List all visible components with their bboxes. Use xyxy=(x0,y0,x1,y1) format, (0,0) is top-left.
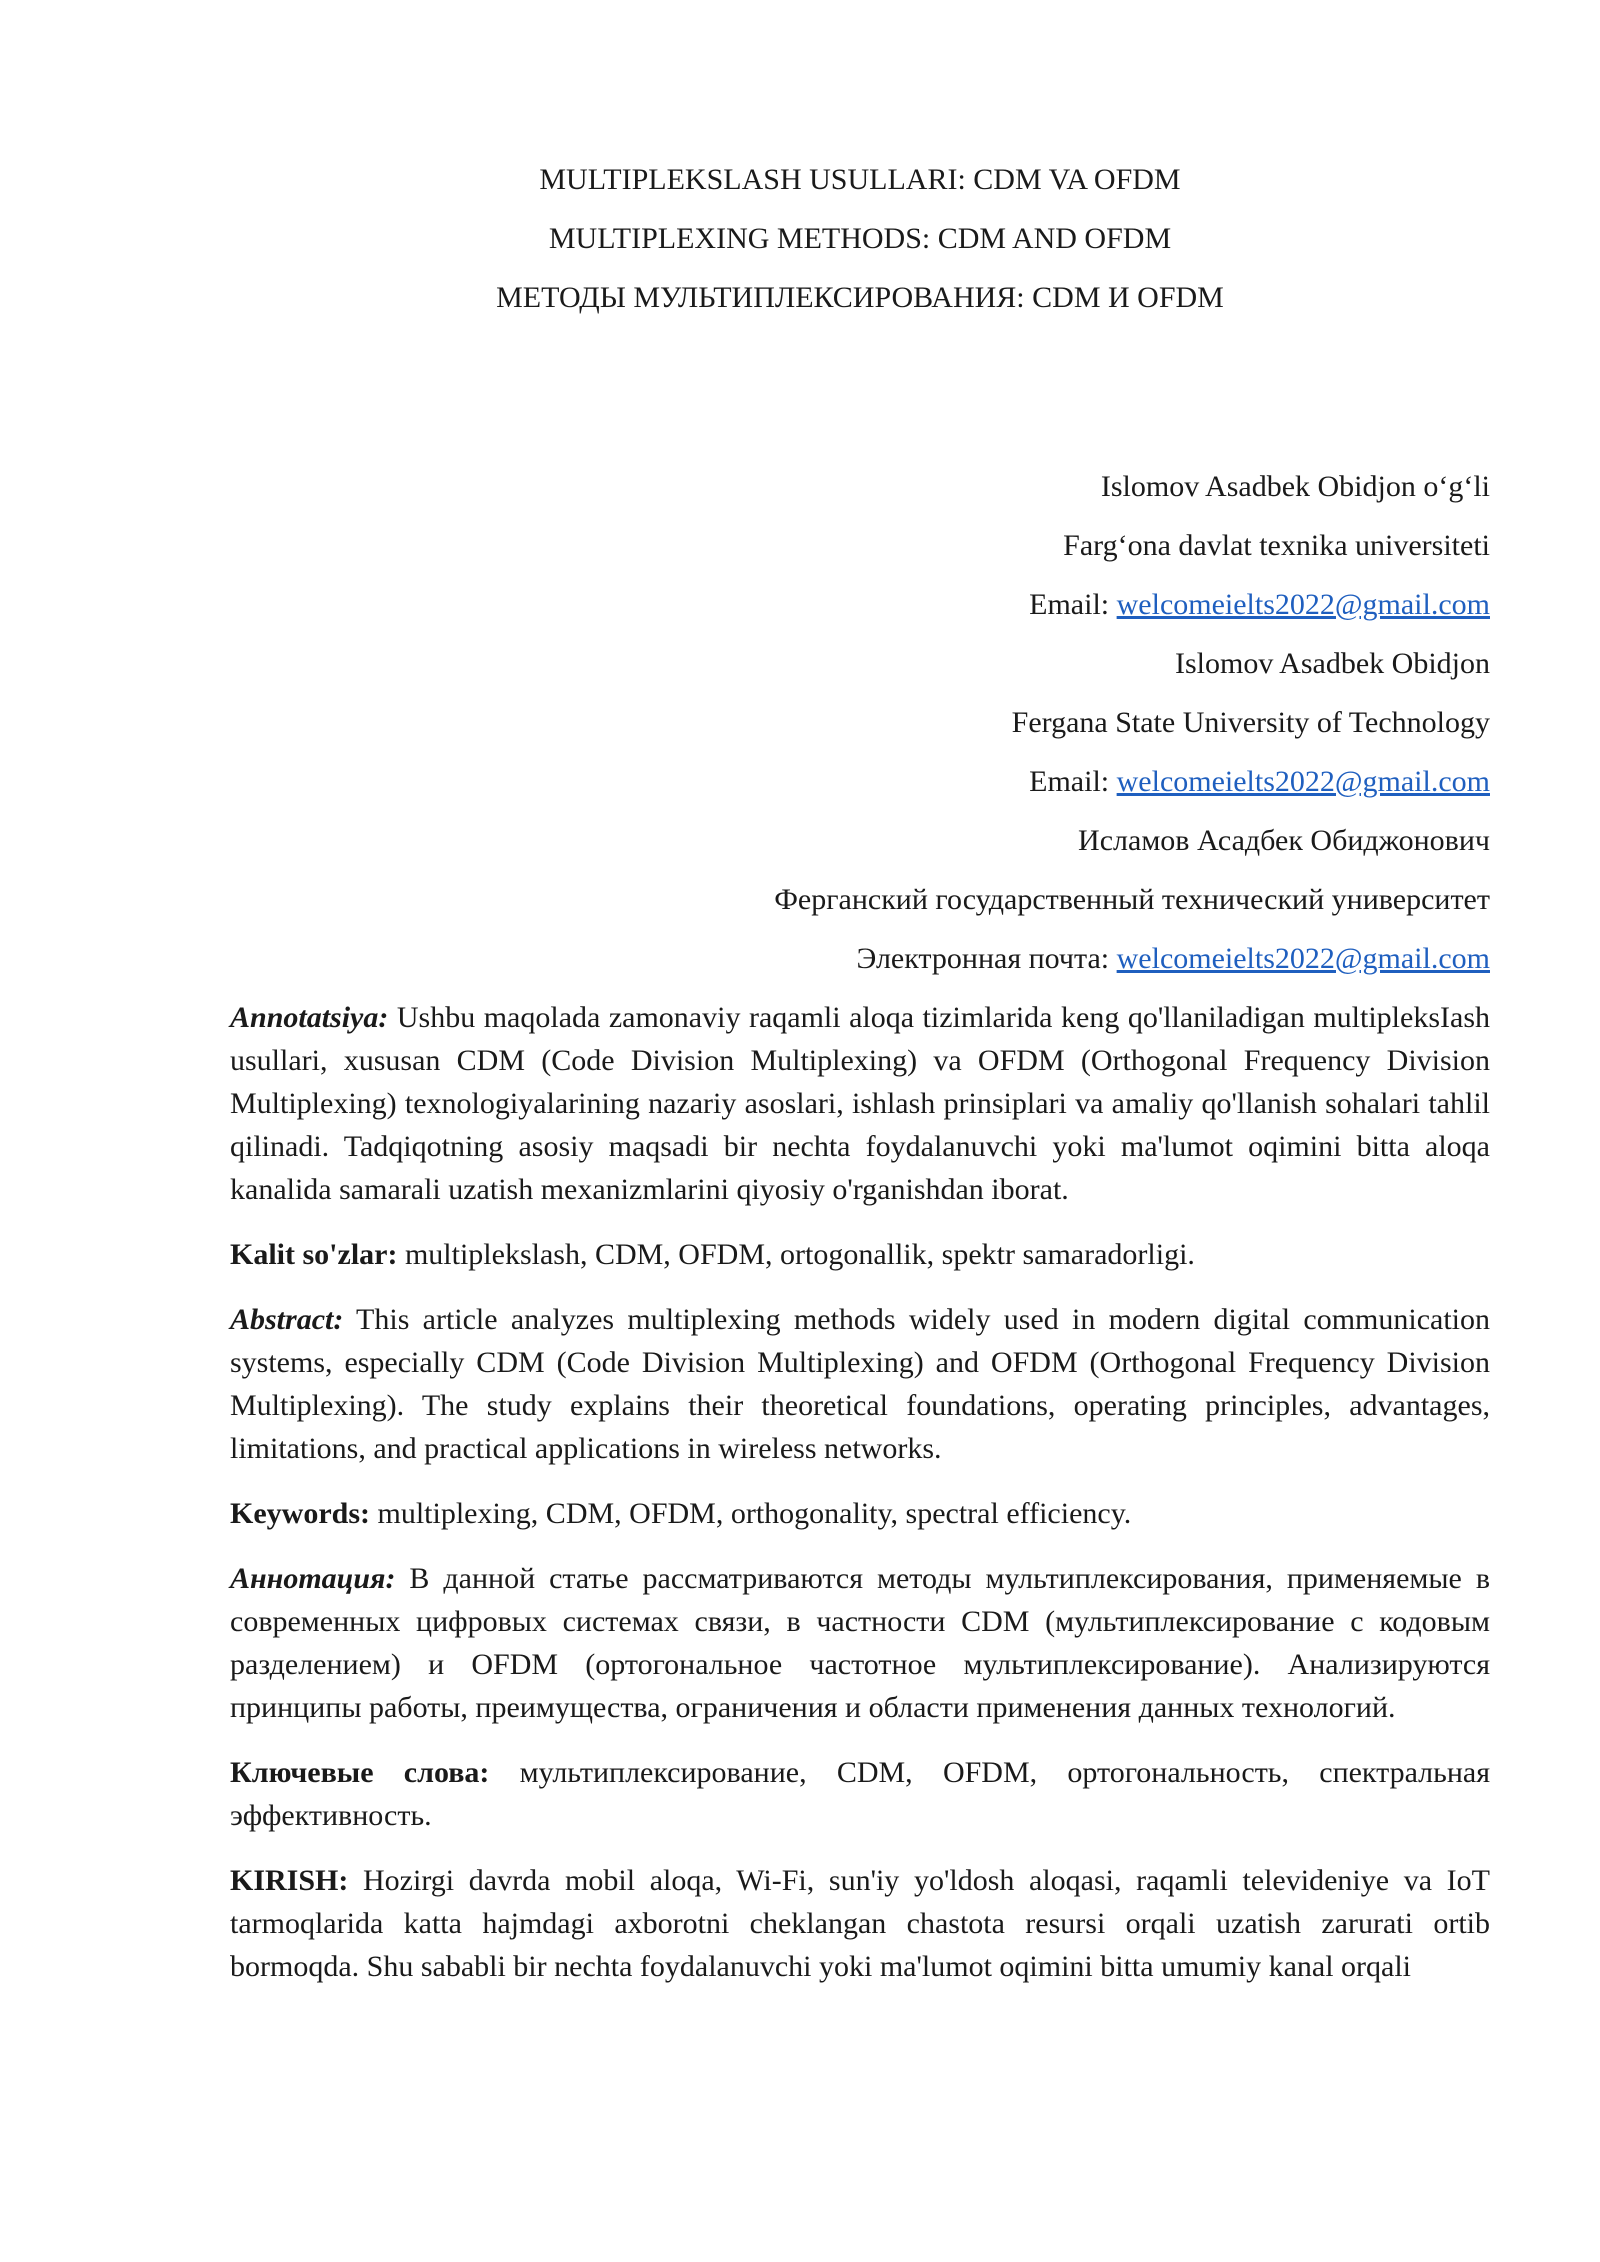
abstract-text: This article analyzes multiplexing methods widely used in modern digital communication systems, especially CDM (Code Division Multiplexing) and OFDM (Orthogonal Frequency Division Multiplexing). The study explains their theoretical foundations, operating principles, advantages, limitations, and practical applications in wireless networks. xyxy=(230,1303,1490,1465)
title-en: MULTIPLEXING METHODS: CDM AND OFDM xyxy=(548,222,1172,255)
klyuchevye-label: Ключевые слова: xyxy=(230,1756,490,1789)
kirish-text: Hozirgi davrda mobil aloqa, Wi-Fi, sun'iy yo'ldosh aloqasi, raqamli televideniye va IoT tarmoqlarida katta hajmdagi axborotni cheklangan chastota resursi orqali uzatish zarurati ortib bormoqda. Shu sababli bir nechta foydalanuvchi yoki ma'lumot oqimini bitta umumiy kanal orqali xyxy=(230,1864,1490,1983)
email-line-en xyxy=(230,752,1490,811)
klyuchevye-text: мультиплексирование, CDM, OFDM, ортогональность, спектральная эффективность. xyxy=(230,1756,1490,1832)
author-name-ru: Исламов Асадбек Обиджонович xyxy=(1078,824,1490,857)
kalit-label: Kalit so'zlar: xyxy=(230,1238,398,1271)
author-block xyxy=(230,457,1490,988)
affiliation-uz: Fargʻona davlat texnika universiteti xyxy=(1063,529,1490,562)
annotatsiya-ru-paragraph xyxy=(230,1557,1490,1729)
email-link-en[interactable]: welcomeielts2022@gmail.com xyxy=(1116,765,1490,798)
affiliation-en: Fergana State University of Technology xyxy=(1011,706,1490,739)
kalit-text: multiplekslash, CDM, OFDM, ortogonallik, spektr samaradorligi. xyxy=(397,1238,1195,1271)
abstract-paragraph xyxy=(230,1298,1490,1470)
klyuchevye-paragraph xyxy=(230,1751,1490,1837)
paper-page xyxy=(230,150,1490,2010)
email-line-uz xyxy=(230,575,1490,634)
author-name-en: Islomov Asadbek Obidjon xyxy=(1175,647,1490,680)
abstract-label: Abstract: xyxy=(230,1303,344,1336)
author-name-uz: Islomov Asadbek Obidjon oʻgʻli xyxy=(1100,470,1490,503)
keywords-text: multiplexing, CDM, OFDM, orthogonality, spectral efficiency. xyxy=(369,1497,1132,1530)
title-ru: МЕТОДЫ МУЛЬТИПЛЕКСИРОВАНИЯ: CDM И OFDM xyxy=(496,281,1224,314)
title-uz: MULTIPLEKSLASH USULLARI: CDM VA OFDM xyxy=(539,163,1181,196)
email-link-ru[interactable]: welcomeielts2022@gmail.com xyxy=(1116,942,1490,975)
annotatsiya-ru-text: В данной статье рассматриваются методы мультиплексирования, применяемые в современных цифровых системах связи, в частности CDM (мультиплексирование с кодовым разделением) и OFDM (ортогональное частотное мультиплексирование). Анализируются принципы работы, преимущества, ограничения и области применения данных технологий. xyxy=(230,1562,1490,1724)
kirish-paragraph xyxy=(230,1859,1490,1988)
kalit-paragraph xyxy=(230,1233,1490,1276)
affiliation-ru: Ферганский государственный технический университет xyxy=(774,883,1490,916)
keywords-label: Keywords: xyxy=(230,1497,370,1530)
annotatsiya-label: Annotatsiya: xyxy=(230,1001,389,1034)
annotatsiya-text: Ushbu maqolada zamonaviy raqamli aloqa tizimlarida keng qo'llaniladigan multipleksIash usullari, xususan CDM (Code Division Multiplexing) va OFDM (Orthogonal Frequency Division Multiplexing) texnologiyalarining nazariy asoslari, ishlash prinsiplari va amaliy qo'llanish sohalari tahlil qilinadi. Tadqiqotning asosiy maqsadi bir nechta foydalanuvchi yoki ma'lumot oqimini bitta aloqa kanalida samarali uzatish mexanizmlarini qiyosiy o'rganishdan iborat. xyxy=(230,1001,1490,1206)
keywords-paragraph xyxy=(230,1492,1490,1535)
email-label-en: Email: xyxy=(1029,765,1117,798)
email-label-ru: Электронная почта: xyxy=(856,942,1117,975)
kirish-label: KIRISH: xyxy=(230,1864,349,1897)
title-block xyxy=(230,150,1490,327)
email-line-ru xyxy=(230,929,1490,988)
abstracts-block xyxy=(230,996,1490,1988)
email-label-uz: Email: xyxy=(1029,588,1117,621)
annotatsiya-ru-label: Аннотация: xyxy=(230,1562,396,1595)
email-link-uz[interactable]: welcomeielts2022@gmail.com xyxy=(1116,588,1490,621)
annotatsiya-paragraph xyxy=(230,996,1490,1211)
